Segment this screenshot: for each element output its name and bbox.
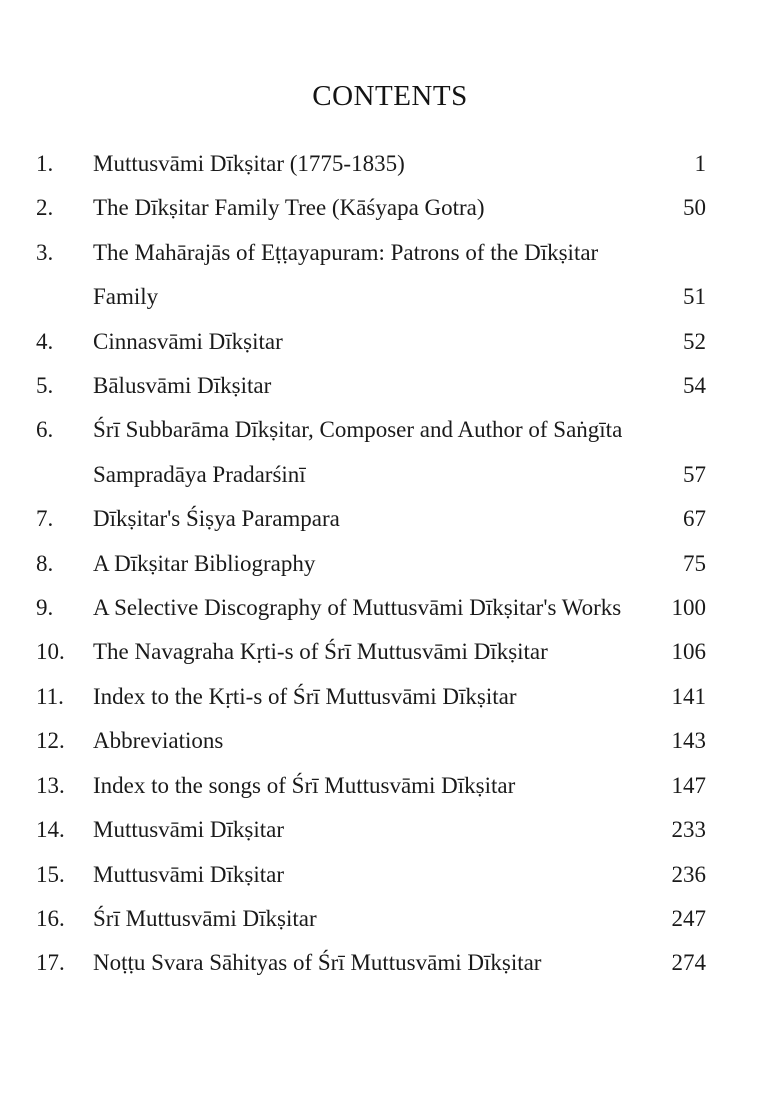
entry-page-number: 106 [671, 639, 706, 665]
table-of-contents [36, 142, 706, 986]
toc-entry [36, 320, 706, 364]
toc-entry [36, 142, 706, 186]
entry-title: Śrī Muttusvāmi Dīkṣitar [93, 905, 317, 931]
toc-entry [36, 186, 706, 230]
toc-entry [36, 364, 706, 408]
entry-number: 3. [36, 239, 54, 265]
entry-title: Bālusvāmi Dīkṣitar [93, 373, 272, 399]
entry-number: 5. [36, 373, 54, 399]
entry-number: 15. [36, 861, 65, 887]
entry-page-number: 1 [694, 151, 706, 176]
toc-entry [36, 808, 706, 852]
entry-title: Muttusvāmi Dīkṣitar [93, 861, 285, 887]
entry-page-number: 274 [671, 950, 706, 976]
entry-title: Dīkṣitar's Śiṣya Parampara [93, 506, 340, 532]
entry-page-number: 57 [683, 461, 706, 487]
entry-title: Abbreviations [93, 728, 224, 754]
entry-page-number: 51 [683, 284, 706, 310]
toc-entry [36, 231, 706, 320]
entry-title: A Dīkṣitar Bibliography [93, 550, 316, 576]
toc-entry [36, 630, 706, 674]
entry-title: Noṭṭu Svara Sāhityas of Śrī Muttusvāmi Dīkṣitar [93, 950, 542, 976]
toc-entry [36, 941, 706, 985]
toc-entry [36, 408, 706, 497]
entry-title: Muttusvāmi Dīkṣitar (1775-1835) [93, 151, 405, 176]
entry-number: 13. [36, 772, 65, 798]
entry-number: 12. [36, 728, 65, 754]
entry-page-number: 100 [671, 595, 706, 621]
entry-number: 14. [36, 817, 65, 843]
entry-number: 8. [36, 550, 54, 576]
toc-entry [36, 719, 706, 763]
entry-page-number: 141 [671, 683, 706, 709]
entry-title: Śrī Subbarāma Dīkṣitar, Composer and Author of Saṅgīta Sampradāya Pradarśinī [93, 417, 623, 487]
entry-number: 2. [36, 195, 54, 221]
entry-number: 17. [36, 950, 65, 976]
entry-page-number: 143 [671, 728, 706, 754]
entry-number: 4. [36, 328, 54, 354]
toc-entry [36, 586, 706, 630]
entry-title: The Navagraha Kṛti-s of Śrī Muttusvāmi Dīkṣitar [93, 639, 548, 665]
page-title: CONTENTS [312, 80, 468, 112]
entry-number: 7. [36, 506, 54, 532]
entry-page-number: 233 [671, 817, 706, 843]
toc-entry [36, 675, 706, 719]
entry-page-number: 54 [683, 373, 706, 399]
entry-page-number: 67 [683, 506, 706, 532]
toc-entry [36, 764, 706, 808]
entry-title: Muttusvāmi Dīkṣitar [93, 817, 285, 843]
entry-title: Index to the songs of Śrī Muttusvāmi Dīkṣitar [93, 772, 516, 798]
toc-entry [36, 897, 706, 941]
entry-number: 1. [36, 151, 54, 176]
toc-entry [36, 542, 706, 586]
toc-entry [36, 497, 706, 541]
entry-page-number: 50 [683, 195, 706, 221]
entry-page-number: 75 [683, 550, 706, 576]
entry-number: 11. [36, 683, 64, 709]
entry-page-number: 147 [671, 772, 706, 798]
entry-number: 6. [36, 417, 54, 443]
entry-page-number: 247 [671, 905, 706, 931]
entry-title: Index to the Kṛti-s of Śrī Muttusvāmi Dīkṣitar [93, 683, 517, 709]
entry-title: The Mahārajās of Eṭṭayapuram: Patrons of the Dīkṣitar Family [93, 239, 599, 310]
entry-page-number: 236 [671, 861, 706, 887]
entry-number: 9. [36, 595, 54, 621]
entry-page-number: 52 [683, 328, 706, 354]
entry-number: 10. [36, 639, 65, 665]
toc-entry [36, 853, 706, 897]
entry-title: A Selective Discography of Muttusvāmi Dīkṣitar's Works [93, 595, 622, 621]
entry-title: Cinnasvāmi Dīkṣitar [93, 328, 283, 354]
entry-title: The Dīkṣitar Family Tree (Kāśyapa Gotra) [93, 195, 485, 221]
entry-number: 16. [36, 905, 65, 931]
